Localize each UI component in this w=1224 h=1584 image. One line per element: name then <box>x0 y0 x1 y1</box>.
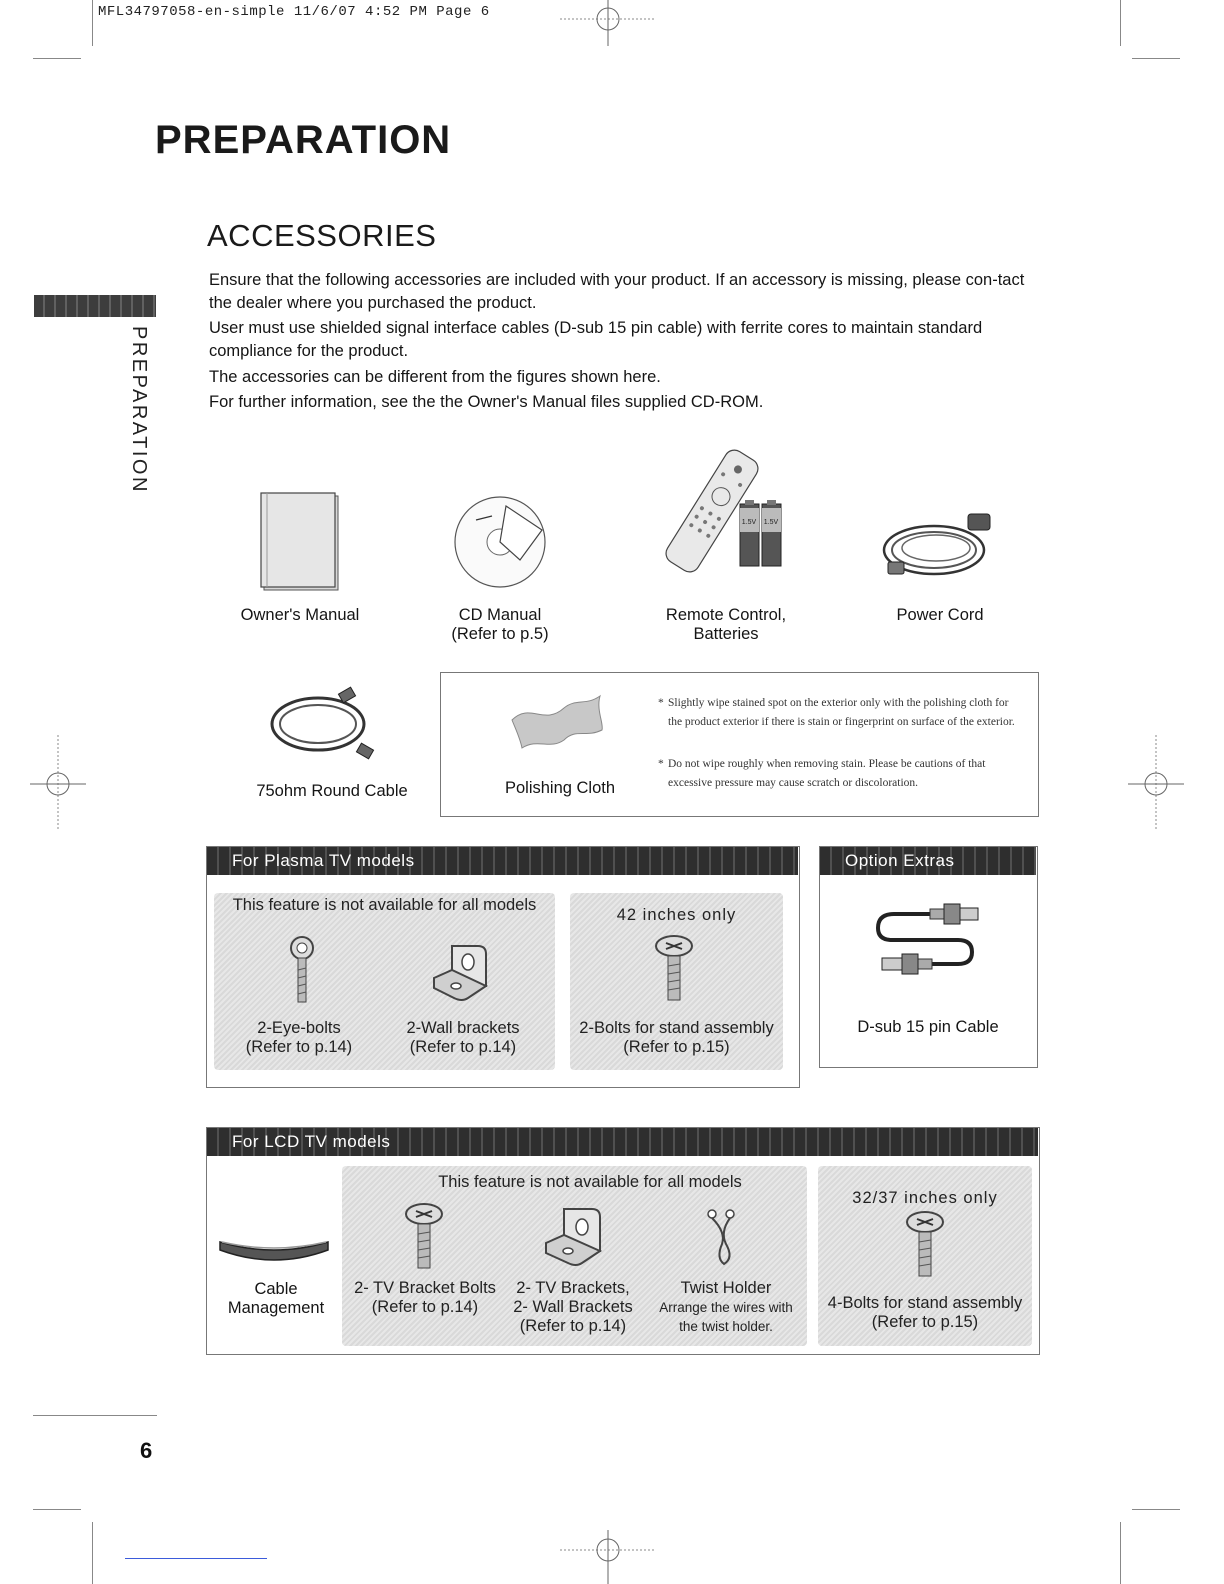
twist-holder-label <box>646 1279 806 1336</box>
cloth-note-2-text: Do not wipe roughly when removing stain. Please be cautions of that excessive pressure may cause scratch or discoloration. <box>668 758 986 789</box>
polishing-cloth-icon <box>508 694 606 750</box>
cable-management-label <box>206 1280 346 1318</box>
lcd-stand-bolts-label <box>818 1294 1032 1332</box>
tv-bracket-bolt-icon <box>402 1202 446 1272</box>
lcd-size-note: 32/37 inches only <box>852 1189 998 1207</box>
crop-mark <box>1132 1509 1180 1510</box>
dsub-cable-icon <box>872 900 984 980</box>
lcd-stand-bolts-ref: (Refer to p.15) <box>871 1313 979 1331</box>
cable-management-line-2: Management <box>227 1299 325 1317</box>
plasma-availability-note: This feature is not available for all models <box>232 896 537 914</box>
registration-mark-left <box>30 735 86 831</box>
crop-mark <box>1120 0 1121 46</box>
footer-rule <box>33 1415 157 1416</box>
lcd-availability-note: This feature is not available for all models <box>438 1173 742 1191</box>
page-number: 6 <box>140 1438 153 1463</box>
option-extras-header: Option Extras <box>820 847 1036 875</box>
registration-mark-bottom <box>560 1530 656 1584</box>
crop-mark <box>33 58 81 59</box>
tv-bracket-bolts-name: 2- TV Bracket Bolts <box>354 1279 496 1297</box>
cloth-note-1-text: Slightly wipe stained spot on the exterior only with the polishing cloth for the product exterior if there is stain or fingerprint on surface of the exterior. <box>668 697 1015 728</box>
dsub-cable-label: D-sub 15 pin Cable <box>857 1018 999 1036</box>
wall-brackets-ref: (Refer to p.14) <box>409 1038 517 1056</box>
crop-mark <box>1120 1522 1121 1584</box>
lcd-wall-brackets-name: 2- Wall Brackets <box>513 1298 633 1316</box>
polishing-cloth-label: Polishing Cloth <box>504 779 616 797</box>
batteries-icon <box>738 498 784 568</box>
lcd-stand-bolts-name: 4-Bolts for stand assembly <box>827 1294 1023 1312</box>
wall-brackets-label <box>382 1019 544 1057</box>
tv-brackets-ref: (Refer to p.14) <box>519 1317 627 1335</box>
eye-bolt-icon <box>282 934 322 1006</box>
twist-holder-note-1: Arrange the wires with <box>659 1300 793 1315</box>
tv-brackets-label <box>500 1279 646 1336</box>
owners-manual-label: Owner's Manual <box>240 606 360 624</box>
plasma-size-note: 42 inches only <box>616 906 737 924</box>
plasma-header: For Plasma TV models <box>207 847 798 875</box>
remote-control-name: Remote Control, <box>665 606 787 624</box>
crop-mark <box>33 1509 81 1510</box>
twist-holder-name: Twist Holder <box>680 1279 772 1297</box>
intro-paragraph: The accessories can be different from the figures shown here. <box>209 368 661 386</box>
stand-bolt-icon <box>652 934 696 1004</box>
round-cable-label: 75ohm Round Cable <box>256 782 408 800</box>
eye-bolts-name: 2-Eye-bolts <box>257 1019 341 1037</box>
intro-paragraph: User must use shielded signal interface cables (D-sub 15 pin cable) with ferrite cores to maintain standard compliance for the product. <box>209 319 983 360</box>
crop-mark <box>1132 58 1180 59</box>
twist-holder-note-2: the twist holder. <box>679 1319 773 1334</box>
twist-holder-icon <box>700 1206 744 1268</box>
power-cord-label: Power Cord <box>896 606 984 624</box>
lcd-header: For LCD TV models <box>207 1128 1038 1156</box>
intro-paragraph: Ensure that the following accessories are included with your product. If an accessory is missing, please con-tact the dealer where you purchased the product. <box>209 271 1025 312</box>
plasma-stand-bolts-ref: (Refer to p.15) <box>623 1038 730 1056</box>
crop-mark <box>92 1522 93 1584</box>
eye-bolts-label <box>218 1019 380 1057</box>
round-cable-icon <box>268 686 380 762</box>
tv-brackets-name: 2- TV Brackets, <box>516 1279 630 1297</box>
section-title: ACCESSORIES <box>207 218 437 253</box>
side-tab-label: PREPARATION <box>128 326 150 494</box>
registration-mark-right <box>1128 735 1184 831</box>
lcd-stand-bolt-icon <box>903 1210 947 1280</box>
print-header: MFL34797058-en-simple 11/6/07 4:52 PM Page 6 <box>98 4 490 20</box>
footer-blue-line <box>125 1558 267 1559</box>
battery-label: 1.5V <box>763 519 779 526</box>
cable-management-icon <box>216 1228 332 1268</box>
cable-management-line-1: Cable <box>254 1280 298 1298</box>
cd-manual-icon <box>448 490 552 594</box>
plasma-stand-bolts-name: 2-Bolts for stand assembly <box>579 1019 774 1037</box>
wall-bracket-icon <box>428 942 490 1004</box>
wall-brackets-name: 2-Wall brackets <box>406 1019 520 1037</box>
page-title: PREPARATION <box>155 118 452 162</box>
battery-label: 1.5V <box>741 519 757 526</box>
cd-manual-name: CD Manual <box>458 606 542 624</box>
registration-mark-top <box>560 0 656 46</box>
power-cord-icon <box>880 508 998 582</box>
cloth-note-1: * Slightly wipe stained spot on the exterior only with the polishing cloth for the product exterior if there is stain or fingerprint on surface of the exterior. <box>658 697 1015 728</box>
plasma-stand-bolts-label <box>570 1019 783 1057</box>
cd-manual-label <box>400 606 600 644</box>
cloth-note-2: * Do not wipe roughly when removing stain. Please be cautions of that excessive pressure may cause scratch or discoloration. <box>658 758 986 789</box>
remote-control-label <box>626 606 826 644</box>
eye-bolts-ref: (Refer to p.14) <box>245 1038 353 1056</box>
batteries-name: Batteries <box>693 625 759 643</box>
owners-manual-icon <box>258 490 342 592</box>
cd-manual-ref: (Refer to p.5) <box>451 625 549 643</box>
tv-bracket-bolts-label <box>346 1279 504 1317</box>
tv-bracket-icon <box>540 1205 606 1269</box>
tv-bracket-bolts-ref: (Refer to p.14) <box>371 1298 479 1316</box>
side-tab-bar <box>34 295 156 317</box>
crop-mark <box>92 0 93 46</box>
intro-paragraph: For further information, see the the Owner's Manual files supplied CD-ROM. <box>209 393 764 411</box>
